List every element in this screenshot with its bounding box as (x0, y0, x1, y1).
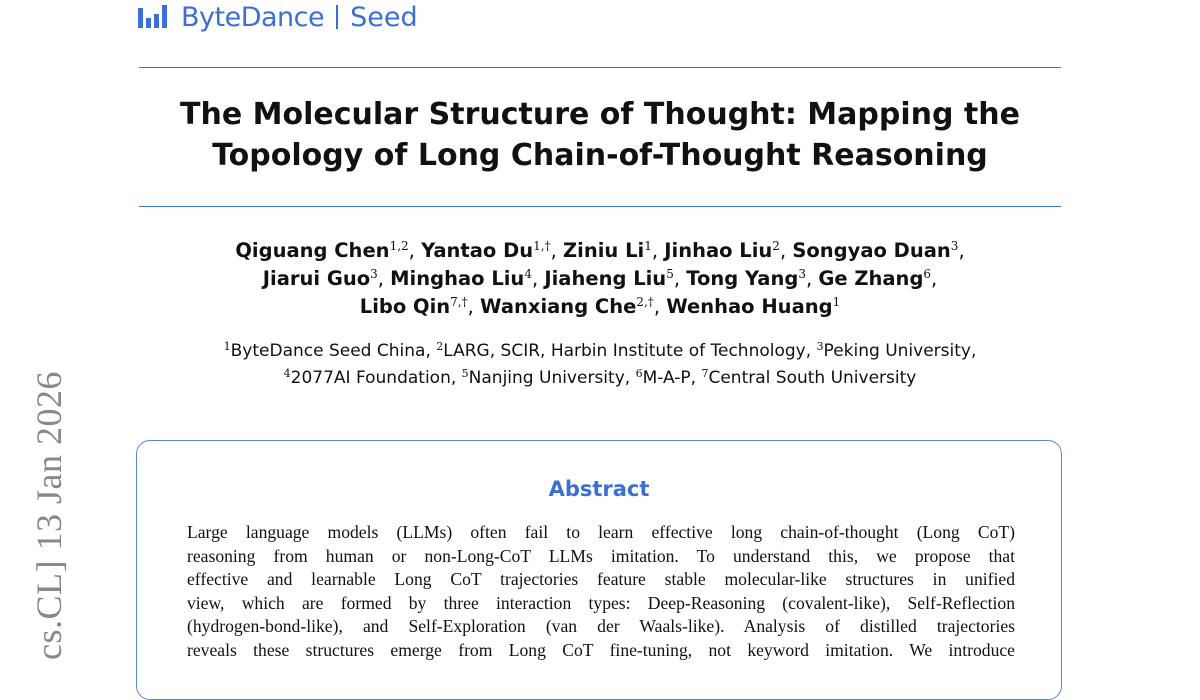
author-line: Jiarui Guo$^3$, Minghao Liu$^4$, Jiaheng Liu$^5$, Tong Yang$^3$, Ge Zhang$^6$, (262, 267, 938, 290)
affiliation-name: Central South University (708, 368, 917, 388)
affiliation-list (139, 338, 1061, 392)
author-affil-sup: 4 (524, 267, 532, 281)
abstract-line: view, which are formed by three interaction types: Deep-Reasoning (covalent-like), Self-Reflection (187, 592, 1015, 613)
author-affil-sup: 3 (370, 267, 378, 281)
author-line: Libo Qin$^{7,\dagger}$, Wanxiang Che$^{2,\dagger}$, Wenhao Huang$^1$ (359, 295, 841, 318)
affiliation-sup: 7 (701, 367, 709, 380)
author-name: Wanxiang Che (480, 295, 637, 318)
author-affil-sup: 2,† (636, 295, 654, 309)
affiliation-line: $^1$ByteDance Seed China, $^2$LARG, SCIR, Harbin Institute of Technology, $^3$Peking University, (223, 340, 977, 361)
author-affil-sup: 6 (923, 267, 932, 281)
author-name: Wenhao Huang (666, 295, 833, 318)
affiliation-sup: 2 (436, 340, 444, 353)
logo-brand-text: ByteDance (181, 1, 325, 33)
author-name: Yantao Du (421, 239, 534, 262)
affiliation-sup: 1 (223, 340, 231, 353)
affiliation-line: $^4$2077AI Foundation, $^5$Nanjing University, $^6$M-A-P, $^7$Central South University (283, 367, 917, 388)
abstract-line: reveals these structures emerge from Long CoT fine-tuning, not keyword imitation. We introduce (187, 639, 1015, 660)
title-line-2: Topology of Long Chain-of-Thought Reasoning (212, 138, 988, 173)
affiliation-name: Nanjing University (468, 368, 625, 388)
affiliation-name: 2077AI Foundation (290, 368, 451, 388)
author-name: Jiaheng Liu (544, 267, 667, 290)
author-list (139, 237, 1061, 321)
author-affil-sup: 7,† (450, 295, 468, 309)
author-affil-sup: 3 (950, 239, 959, 253)
affiliation-sup: 6 (635, 367, 643, 380)
affiliation-name: M-A-P (642, 368, 691, 388)
abstract-line: reasoning from human or non-Long-CoT LLMs imitation. To understand this, we propose that (187, 545, 1015, 566)
affiliation-sup: 5 (461, 367, 469, 380)
author-affil-sup: 1 (644, 239, 652, 253)
author-affil-sup: 3 (798, 267, 806, 281)
author-name: Minghao Liu (390, 267, 525, 290)
author-affil-sup: 2 (772, 239, 780, 253)
abstract-box (136, 440, 1062, 700)
author-name: Ge Zhang (818, 267, 924, 290)
abstract-line: Large language models (LLMs) often fail to learn effective long chain-of-thought (Long CoT) (187, 522, 1015, 542)
abstract-line: effective and learnable Long CoT trajectories feature stable molecular-like structures in unified (187, 569, 1015, 589)
author-affil-sup: 1 (832, 295, 841, 309)
paper-title (139, 94, 1061, 176)
affiliation-sup: 3 (816, 340, 824, 353)
affiliation-name: LARG, SCIR, Harbin Institute of Technology (443, 341, 806, 361)
author-name: Tong Yang (686, 267, 799, 290)
affiliation-sup: 4 (283, 367, 291, 380)
abstract-body (187, 521, 1015, 662)
title-rule (139, 206, 1061, 207)
author-name: Songyao Duan (792, 239, 951, 262)
logo-product-text: Seed (350, 1, 418, 33)
bytedance-bars-icon (137, 4, 173, 30)
affiliation-name: ByteDance Seed China (230, 341, 426, 361)
affiliation-name: Peking University (823, 341, 971, 361)
title-line-1: The Molecular Structure of Thought: Mapping the (180, 97, 1020, 132)
author-name: Ziniu Li (563, 239, 645, 262)
author-affil-sup: 5 (666, 267, 674, 281)
author-line: Qiguang Chen$^{1,2}$, Yantao $Du^{1,\dagger}$, Ziniu Li$^1$, Jinhao Liu$^2$, Songyao Duan$^3$, (235, 239, 965, 262)
abstract-heading: Abstract (548, 477, 650, 501)
bytedance-seed-logo (137, 0, 418, 34)
header-rule (139, 67, 1061, 68)
author-affil-sup: 1,† (533, 239, 551, 253)
author-name: Qiguang Chen (235, 239, 390, 262)
abstract-line: (hydrogen-bond-like), and Self-Exploration (van der Waals-like). Analysis of distilled trajectories (187, 616, 1015, 636)
author-name: Libo Qin (359, 295, 451, 318)
author-name: Jinhao Liu (664, 239, 773, 262)
arxiv-side-stamp: cs.CL] 13 Jan 2026 (29, 371, 69, 660)
logo-separator (336, 5, 338, 29)
author-name: Jiarui Guo (262, 267, 371, 290)
author-affil-sup: 1,2 (389, 239, 409, 253)
